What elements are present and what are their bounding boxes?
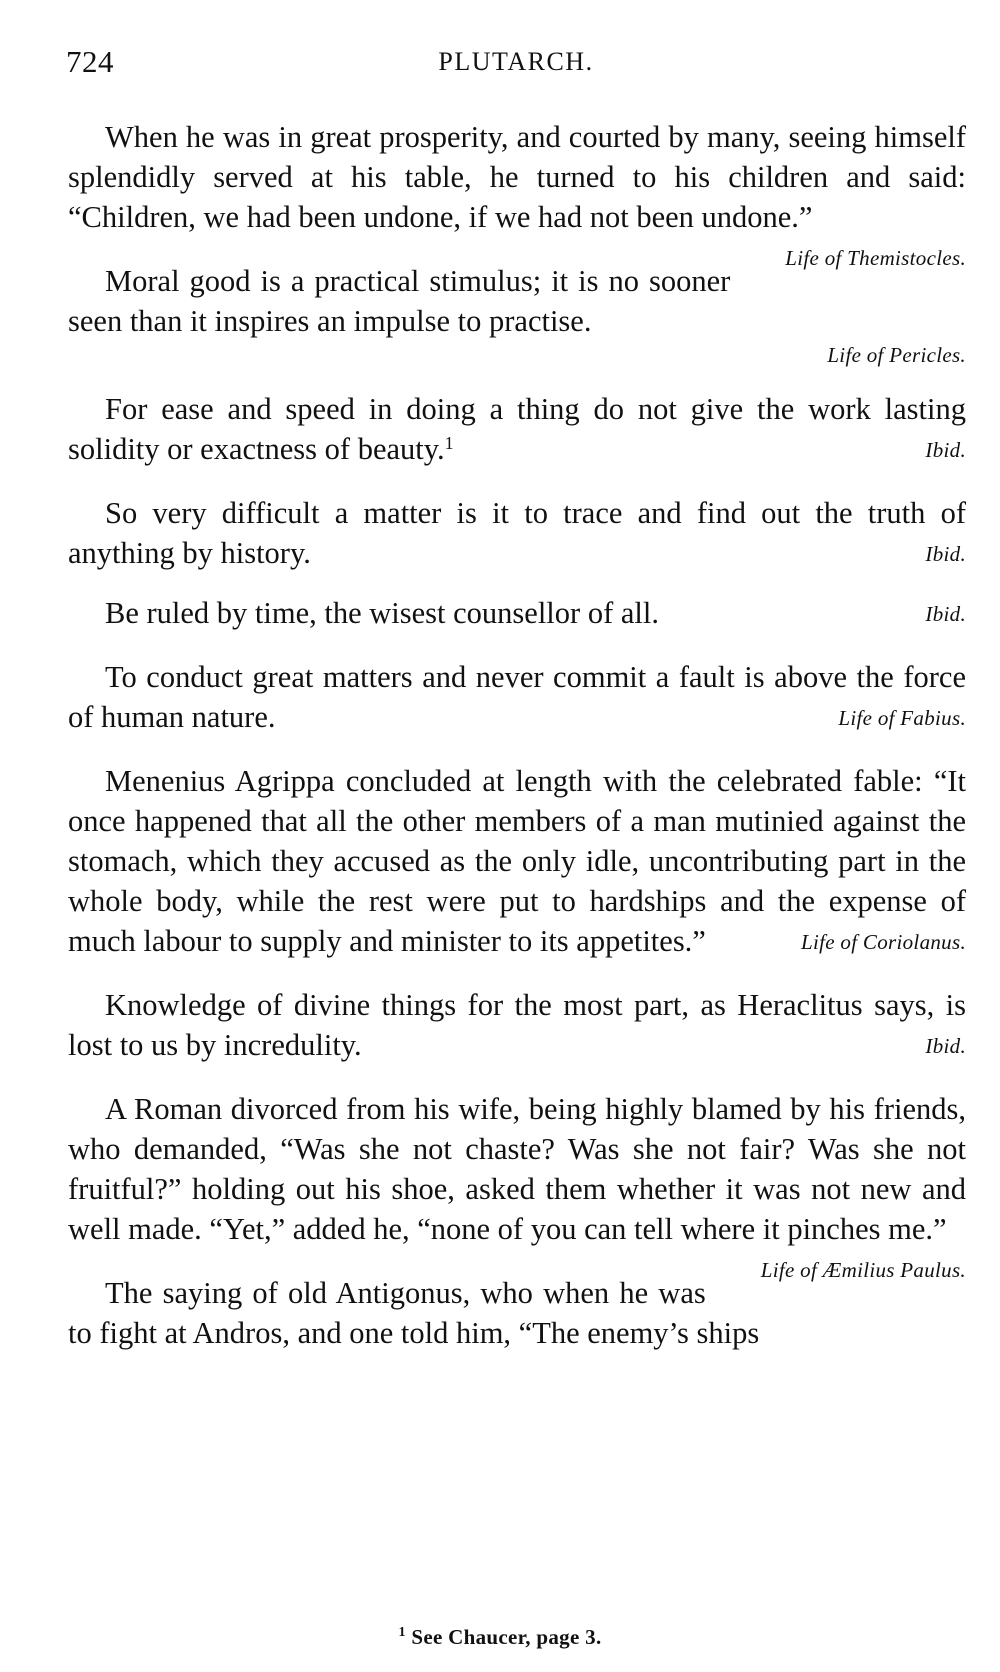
running-head: PLUTARCH.: [438, 47, 594, 76]
quote-ruled-by-time: [68, 593, 966, 633]
quote-source: Ibid.: [925, 438, 966, 462]
page-header: [66, 44, 966, 84]
quote-pericles: [68, 261, 966, 369]
quotation-list: [68, 117, 966, 1377]
quote-ease-and-speed: [68, 389, 966, 469]
quote-text: For ease and speed in doing a thing do not give the work lasting solidity or exactness of beauty.: [68, 392, 966, 466]
footnote-text: See Chaucer, page 3.: [411, 1625, 602, 1649]
footnote-mark: 1: [444, 433, 454, 453]
quote-coriolanus: [68, 761, 966, 961]
quote-text: A Roman divorced from his wife, being highly blamed by his friends, who demanded, “Was she not chaste? Was she not fair? Was she not fruitful?” holding out his shoe, asked them whether it was not new and well made. “Yet,” added he, “none of you can tell where it pinches me.”: [68, 1092, 966, 1246]
quote-source: Ibid.: [925, 542, 966, 566]
quote-text: Moral good is a practical stimulus; it is no sooner seen than it inspires an impulse to practise.: [68, 264, 731, 338]
quote-source: Life of Fabius.: [838, 706, 966, 730]
quote-source: Ibid.: [925, 602, 966, 626]
footnote: [0, 1625, 1000, 1650]
quote-themistocles: [68, 117, 966, 270]
quote-antigonus: [68, 1273, 966, 1353]
quote-text: The saying of old Antigonus, who when he was to fight at Andros, and one told him, “The enemy’s ships: [68, 1276, 760, 1350]
quote-text: So very difficult a matter is it to trace and find out the truth of anything by history.: [68, 496, 966, 570]
quote-text: Be ruled by time, the wisest counsellor of all.: [105, 596, 659, 630]
quote-source: Life of Pericles.: [827, 343, 966, 367]
page-number: 724: [66, 44, 114, 79]
quote-history: [68, 493, 966, 573]
quote-text: To conduct great matters and never commit a fault is above the force of human nature.: [68, 660, 966, 734]
quote-text: Menenius Agrippa concluded at length with the celebrated fable: “It once happened that all the other members of a man mutinied against the stomach, which they accused as the only idle, uncontributing part in the whole body, while the rest were put to hardships and the expense of much labour to supply and minister to its appetites.”: [68, 764, 966, 958]
quote-fabius: [68, 657, 966, 737]
quote-heraclitus: [68, 985, 966, 1065]
quote-text: Knowledge of divine things for the most part, as Heraclitus says, is lost to us by incredulity.: [68, 988, 966, 1062]
quote-source: Life of Æmilius Paulus.: [760, 1258, 966, 1282]
quote-source: Life of Themistocles.: [785, 246, 966, 270]
footnote-number: 1: [398, 1625, 406, 1640]
quote-source: Life of Coriolanus.: [801, 930, 966, 954]
quote-source: Ibid.: [925, 1034, 966, 1058]
quote-text: When he was in great prosperity, and courted by many, seeing himself splendidly served at his table, he turned to his children and said: “Children, we had been undone, if we had not been undone.”: [68, 120, 966, 234]
quote-aemilius-paulus: [68, 1089, 966, 1282]
